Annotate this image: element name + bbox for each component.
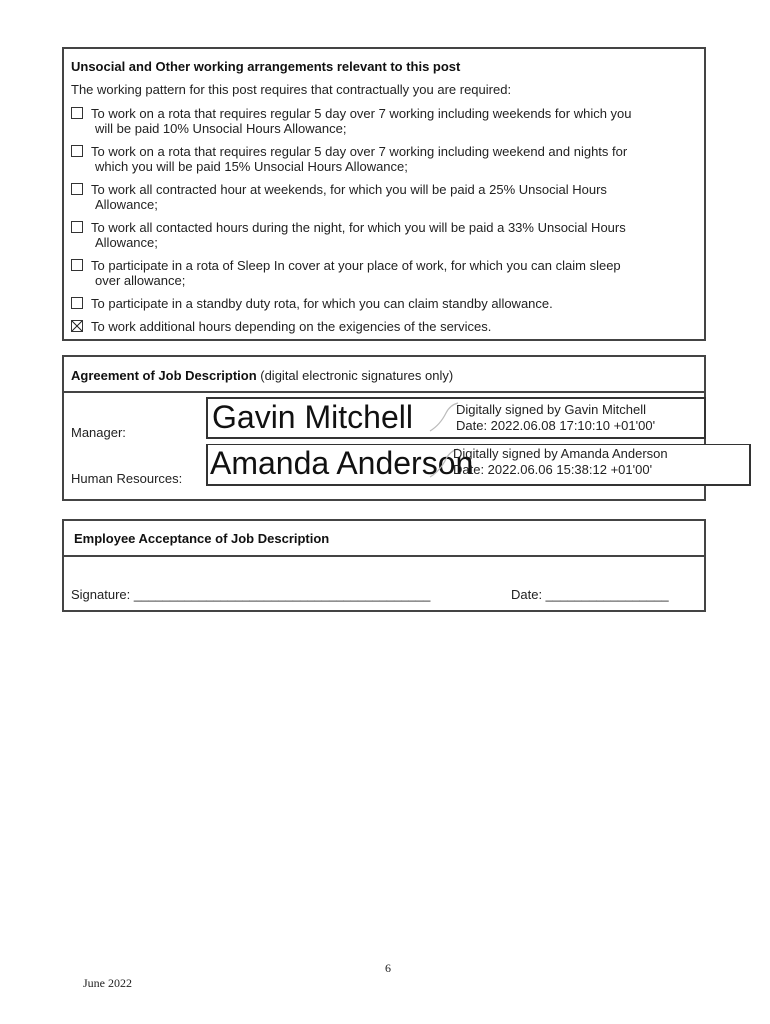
agreement-title-bold: Agreement of Job Description [71,368,257,383]
option-text-line1: To work on a rota that requires regular 5 day over 7 working including weekends for which you [91,106,632,121]
page-number: 6 [385,961,391,975]
signature-field[interactable]: Signature: _________________________________________ [71,587,431,602]
option-nights-33 [71,220,691,250]
agreement-title [71,368,453,383]
option-text-line1: To work all contracted hour at weekends, for which you will be paid a 25% Unsocial Hours [91,182,607,197]
option-text-line2: which you will be paid 15% Unsocial Hours Allowance; [95,159,408,174]
option-text-line2: Allowance; [95,197,158,212]
option-text-line2: Allowance; [95,235,158,250]
agreement-title-note: (digital electronic signatures only) [256,368,454,383]
agreement-section-header [62,355,706,393]
hr-signed-date: Date: 2022.06.06 15:38:12 +01'00' [453,462,653,477]
option-text-line1: To work additional hours depending on the exigencies of the services. [91,319,492,334]
check-x-icon [72,321,82,331]
checkbox-checked[interactable] [71,320,83,332]
option-text-line1: To participate in a standby duty rota, for which you can claim standby allowance. [91,296,553,311]
option-standby [71,296,691,311]
checkbox[interactable] [71,221,83,233]
checkbox[interactable] [71,297,83,309]
unsocial-arrangements-section [62,47,706,341]
section-title: Unsocial and Other working arrangements relevant to this post [71,59,461,74]
date-field[interactable]: Date: _________________ [511,587,669,602]
manager-digital-signature[interactable] [206,397,706,439]
hr-label: Human Resources: [71,471,183,486]
option-text-line1: To participate in a rota of Sleep In cover at your place of work, for which you can claim sleep [91,258,621,273]
hr-signature-name: Amanda Anderson [210,445,474,481]
option-text-line2: will be paid 10% Unsocial Hours Allowance; [95,121,347,136]
option-additional-hours [71,319,691,334]
option-weekends-25 [71,182,691,212]
footer-date: June 2022 [83,976,132,990]
checkbox[interactable] [71,183,83,195]
employee-acceptance-header [62,519,706,557]
option-5-day-weekends [71,106,691,136]
checkbox[interactable] [71,145,83,157]
option-text-line1: To work on a rota that requires regular 5 day over 7 working including weekend and nights for [91,144,628,159]
manager-signature-name: Gavin Mitchell [212,399,413,435]
agreement-signatures [62,392,706,501]
manager-label: Manager: [71,425,126,440]
section-intro: The working pattern for this post requires that contractually you are required: [71,82,512,97]
option-5-day-nights [71,144,691,174]
manager-signed-by: Digitally signed by Gavin Mitchell [456,402,647,417]
acceptance-title: Employee Acceptance of Job Description [74,531,330,546]
option-text-line1: To work all contacted hours during the night, for which you will be paid a 33% Unsocial Hours [91,220,626,235]
option-text-line2: over allowance; [95,273,186,288]
checkbox[interactable] [71,259,83,271]
employee-acceptance-body [62,556,706,612]
checkbox[interactable] [71,107,83,119]
hr-digital-signature[interactable] [206,444,751,486]
option-sleep-in [71,258,691,288]
manager-signed-date: Date: 2022.06.08 17:10:10 +01'00' [456,418,656,433]
hr-signed-by: Digitally signed by Amanda Anderson [453,446,668,461]
